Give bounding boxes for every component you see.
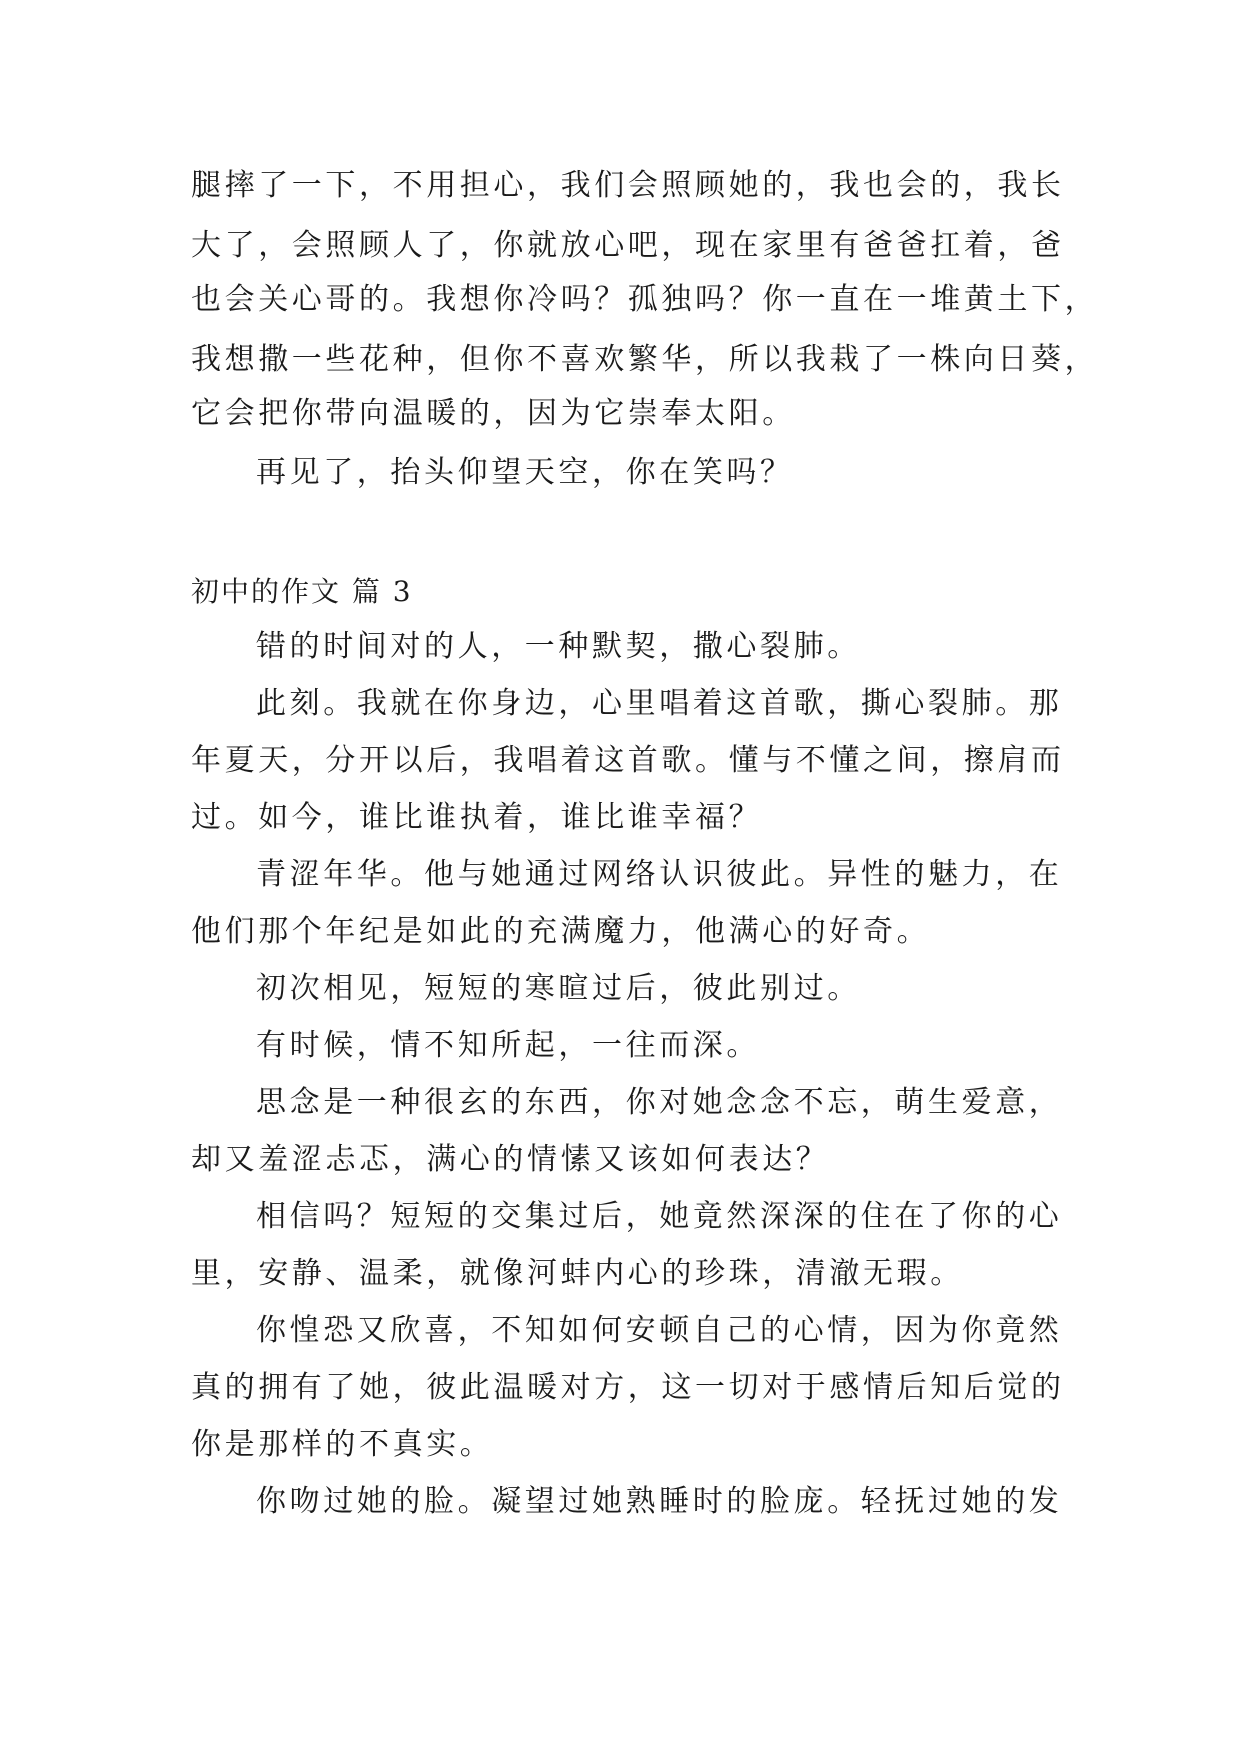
section-heading: 初中的作文 篇 3	[191, 575, 413, 608]
paragraph-line: 大了，会照顾人了，你就放心吧，现在家里有爸爸扛着，爸	[191, 228, 1065, 263]
paragraph-line: 有时候，情不知所起，一往而深。	[256, 1028, 760, 1063]
closing-line: 再见了，抬头仰望天空，你在笑吗？	[256, 455, 794, 490]
paragraph-line: 思念是一种很玄的东西，你对她念念不忘，萌生爱意，	[256, 1085, 1063, 1120]
paragraph-line: 相信吗？短短的交集过后，她竟然深深的住在了你的心	[256, 1199, 1063, 1234]
paragraph-line: 你吻过她的脸。凝望过她熟睡时的脸庞。轻抚过她的发	[256, 1484, 1063, 1519]
paragraph-line: 真的拥有了她，彼此温暖对方，这一切对于感情后知后觉的	[191, 1370, 1065, 1405]
paragraph-line: 你惶恐又欣喜，不知如何安顿自己的心情，因为你竟然	[256, 1313, 1063, 1348]
paragraph-line: 我想撒一些花种，但你不喜欢繁华，所以我栽了一株向日葵，	[191, 342, 1099, 377]
paragraph-line: 过。如今，谁比谁执着，谁比谁幸福？	[191, 800, 763, 835]
paragraph-line: 里，安静、温柔，就像河蚌内心的珍珠，清澈无瑕。	[191, 1256, 964, 1291]
paragraph-line: 青涩年华。他与她通过网络认识彼此。异性的魅力，在	[256, 857, 1063, 892]
paragraph-line: 他们那个年纪是如此的充满魔力，他满心的好奇。	[191, 914, 931, 949]
paragraph-line: 也会关心哥的。我想你冷吗？孤独吗？你一直在一堆黄土下，	[191, 282, 1099, 317]
paragraph-line: 它会把你带向温暖的，因为它崇奉太阳。	[191, 396, 796, 431]
paragraph-line: 初次相见，短短的寒暄过后，彼此别过。	[256, 971, 861, 1006]
paragraph-line: 腿摔了一下，不用担心，我们会照顾她的，我也会的，我长	[191, 168, 1065, 203]
paragraph-line: 错的时间对的人，一种默契，撒心裂肺。	[256, 629, 861, 664]
paragraph-line: 此刻。我就在你身边，心里唱着这首歌，撕心裂肺。那	[256, 686, 1063, 721]
paragraph-line: 却又羞涩忐忑，满心的情愫又该如何表达？	[191, 1142, 830, 1177]
paragraph-line: 你是那样的不真实。	[191, 1427, 494, 1462]
paragraph-line: 年夏天，分开以后，我唱着这首歌。懂与不懂之间，擦肩而	[191, 743, 1065, 778]
